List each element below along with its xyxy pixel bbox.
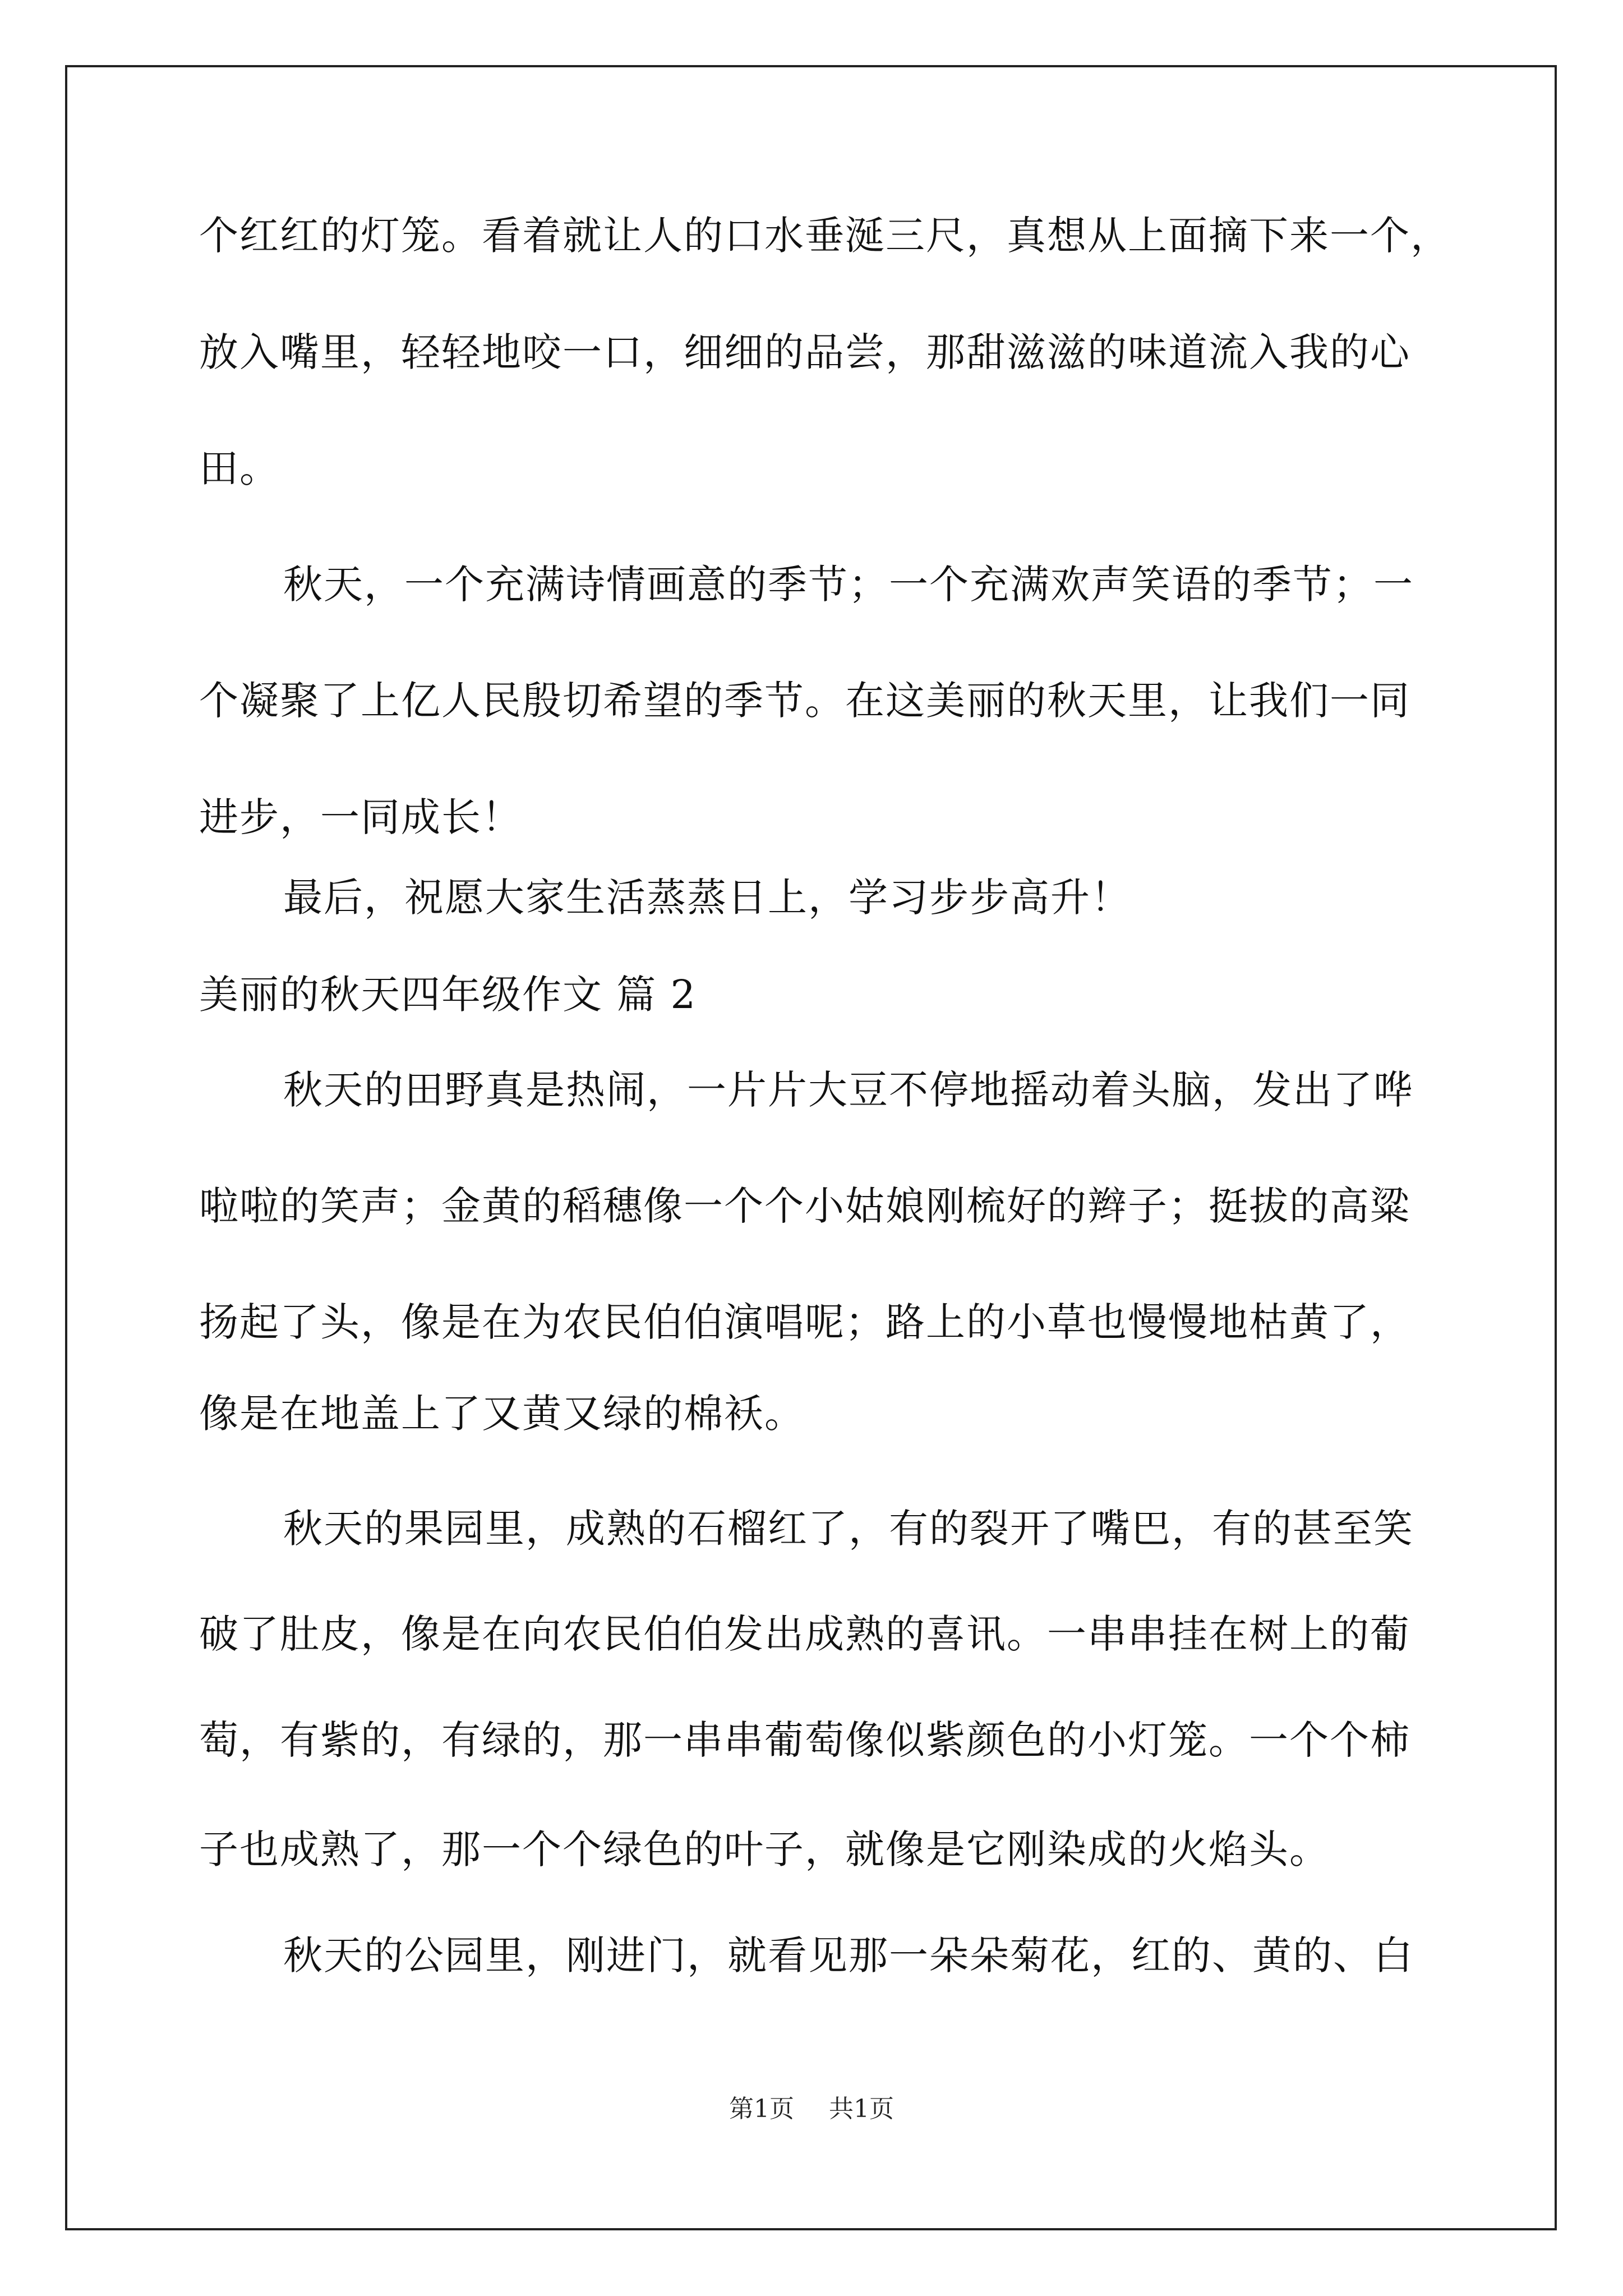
text-line-17: 秋天的公园里，刚进门，就看见那一朵朵菊花，红的、黄的、白 [283, 1932, 1414, 1978]
page-footer [0, 2092, 1623, 2126]
page-total: 共1页 [829, 2095, 894, 2123]
page-number: 第1页 [729, 2095, 794, 2123]
text-line-5: 个凝聚了上亿人民殷切希望的季节。在这美丽的秋天里，让我们一同 [199, 678, 1410, 724]
text-line-14: 破了肚皮，像是在向农民伯伯发出成熟的喜讯。一串串挂在树上的葡 [199, 1611, 1410, 1657]
text-line-7: 最后，祝愿大家生活蒸蒸日上，学习步步高升！ [283, 875, 1131, 921]
text-line-13: 秋天的果园里，成熟的石榴红了，有的裂开了嘴巴，有的甚至笑 [283, 1506, 1414, 1552]
text-line-15: 萄，有紫的，有绿的，那一串串葡萄像似紫颜色的小灯笼。一个个柿 [199, 1717, 1410, 1763]
text-line-4: 秋天，一个充满诗情画意的季节；一个充满欢声笑语的季节；一 [283, 562, 1414, 608]
text-line-16: 子也成熟了，那一个个绿色的叶子，就像是它刚染成的火焰头。 [199, 1826, 1330, 1872]
text-line-11: 扬起了头，像是在为农民伯伯演唱呢；路上的小草也慢慢地枯黄了， [199, 1299, 1410, 1345]
text-line-6: 进步，一同成长！ [199, 794, 522, 840]
section-heading: 美丽的秋天四年级作文 篇 2 [199, 972, 697, 1018]
text-line-3: 田。 [199, 445, 280, 491]
text-line-1: 个红红的灯笼。看着就让人的口水垂涎三尺，真想从上面摘下来一个， [199, 213, 1451, 259]
text-line-9: 秋天的田野真是热闹，一片片大豆不停地摇动着头脑，发出了哗 [283, 1067, 1414, 1113]
text-line-10: 啦啦的笑声；金黄的稻穗像一个个小姑娘刚梳好的辫子；挺拔的高粱 [199, 1183, 1410, 1229]
page-border [65, 65, 1557, 2230]
text-line-2: 放入嘴里，轻轻地咬一口，细细的品尝，那甜滋滋的味道流入我的心 [199, 329, 1410, 375]
text-line-12: 像是在地盖上了又黄又绿的棉袄。 [199, 1391, 805, 1437]
